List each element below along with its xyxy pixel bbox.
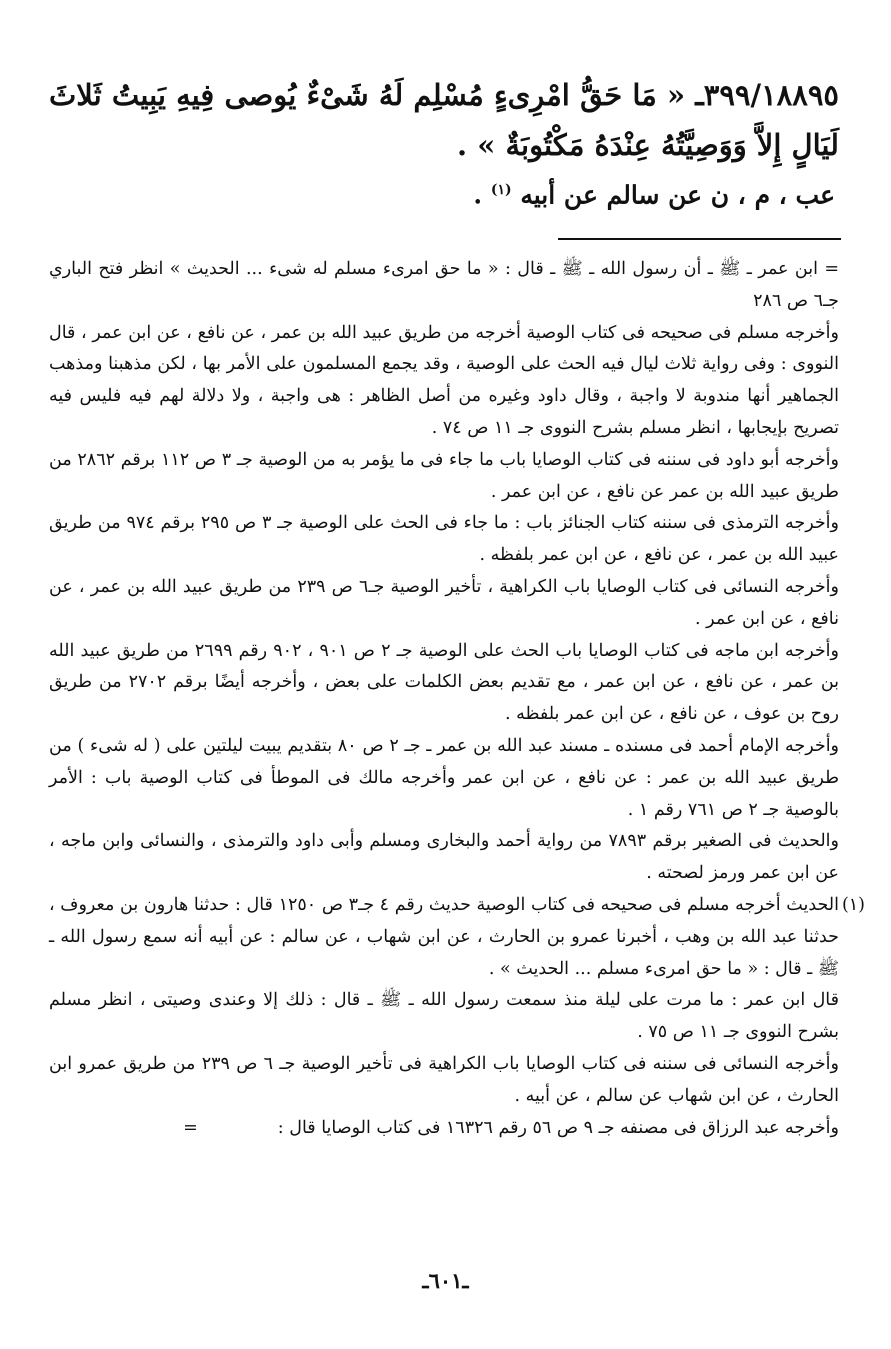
footnote-paragraph: الحديث أخرجه مسلم فى صحيحه فى كتاب الوصية حديث رقم ٤ جـ٣ ص ١٢٥٠ قال : حدثنا هارون بن معروف ، حدثنا عبد الله بن وهب ، أخبرنا عمرو بن الحارث ، عن ابن شهاب ، عن سالم : عن أبيه أنه سمع رسول الله ـ ﷺ ـ قال : « ما حق امرىء مسلم ... الحديث » . — [49, 894, 839, 979]
continuation-mark: = — [183, 1117, 198, 1138]
hadith-block — [49, 70, 839, 170]
footnote-marker: (١) — [841, 894, 865, 915]
footnote-paragraph: وأخرجه النسائى فى سننه فى كتاب الوصايا باب الكراهية فى تأخير الوصية جـ ٦ ص ٢٣٩ من طريق عمرو ابن الحارث ، عن ابن شهاب عن سالم ، عن أبيه . — [49, 1053, 839, 1106]
notes-section — [49, 254, 865, 1144]
note-paragraph: وأخرجه أبو داود فى سننه فى كتاب الوصايا باب ما جاء فى ما يؤمر به من الوصية جـ ٣ ص ١١٢ برقم ٢٨٦٢ من طريق عبيد الله بن عمر عن نافع ، عن ابن عمر . — [49, 449, 839, 502]
hadith-number: ٣٩٩/١٨٨٩٥ـ — [695, 78, 839, 112]
note-paragraph: والحديث فى الصغير برقم ٧٨٩٣ من رواية أحمد والبخارى ومسلم وأبى داود والترمذى ، والنسائى وابن ماجه ، عن ابن عمر ورمز لصحته . — [49, 831, 839, 884]
note-paragraph: وأخرجه الإمام أحمد فى مسنده ـ مسند عبد الله بن عمر ـ جـ ٢ ص ٨٠ بتقديم يبيت ليلتين على ( له شىء ) من طريق عبيد الله بن عمر : عن نافع ، عن ابن عمر وأخرجه مالك فى الموطأ فى كتاب الوصية باب : الأمر بالوصية جـ ٢ ص ٧٦١ رقم ١ . — [49, 735, 840, 820]
footnote-1 — [49, 890, 865, 1144]
hadith-text: « مَا حَقُّ امْرِىءٍ مُسْلِم لَهُ شَىْءٌ يُوصى فِيهِ يَبِيتُ ثَلاثَ لَيَالٍ إِلاَّ وَوَصِيَّتُهُ عِنْدَهُ مَكْتُوبَةٌ » . — [49, 78, 839, 162]
hadith-source — [55, 172, 835, 213]
source-text: عب ، م ، ن عن سالم عن أبيه — [520, 180, 835, 210]
note-paragraph: وأخرجه ابن ماجه فى كتاب الوصايا باب الحث على الوصية جـ ٢ ص ٩٠١ ، ٩٠٢ رقم ٢٦٩٩ من طريق عبيد الله بن عمر ، عن نافع ، عن ابن عمر ، مع تقديم بعض الكلمات على بعض ، وأخرجه أيضًا برقم ٢٧٠٢ من طريق روح بن عوف ، عن نافع ، عن ابن عمر بلفظه . — [49, 640, 840, 725]
note-paragraph: وأخرجه مسلم فى صحيحه فى كتاب الوصية أخرجه من طريق عبيد الله بن عمر ، عن نافع ، عن ابن عمر ، قال النووى : وفى رواية ثلاث ليال فيه الحث على الوصية ، وقد يجمع المسلمون على الأمر بها ، لكن مذهبنا ومذهب الجماهير أنها مندوبة لا واجبة ، وقال داود وغيره من أصل الظاهر : هى واجبة ، ولا دلالة لهم فيه فليس فيه تصريح بإيجابها ، انظر مسلم بشرح النووى جـ ١١ ص ٧٤ . — [49, 322, 839, 438]
page-number: ـ٦٠١ـ — [422, 1268, 469, 1293]
note-paragraph: = ابن عمر ـ ﷺ ـ أن رسول الله ـ ﷺ ـ قال : « ما حق امرىء مسلم له شىء ... الحديث » انظر فتح الباري جـ٦ ص ٢٨٦ — [49, 259, 839, 311]
footnote-last-line: وأخرجه عبد الرزاق فى مصنفه جـ ٩ ص ٥٦ رقم ١٦٣٢٦ فى كتاب الوصايا قال : — [277, 1117, 839, 1138]
note-paragraph: وأخرجه النسائى فى كتاب الوصايا باب الكراهية ، تأخير الوصية جـ٦ ص ٢٣٩ من طريق عبيد الله بن عمر ، عن نافع ، عن ابن عمر . — [49, 576, 839, 629]
footnote-reference: (١) — [490, 182, 512, 198]
footnote-paragraph: قال ابن عمر : ما مرت على ليلة منذ سمعت رسول الله ـ ﷺ ـ قال : ذلك إلا وعندى وصيتى ، انظر مسلم بشرح النووى جـ ١١ ص ٧٥ . — [49, 990, 839, 1043]
footnote-paragraph — [49, 1113, 839, 1145]
note-paragraph: وأخرجه الترمذى فى سننه كتاب الجنائز باب : ما جاء فى الحث على الوصية جـ ٣ ص ٢٩٥ برقم ٩٧٤ من طريق عبيد الله بن عمر ، عن نافع ، عن ابن عمر بلفظه . — [49, 513, 839, 566]
source-end: . — [473, 180, 483, 210]
footnote-separator — [558, 238, 841, 240]
